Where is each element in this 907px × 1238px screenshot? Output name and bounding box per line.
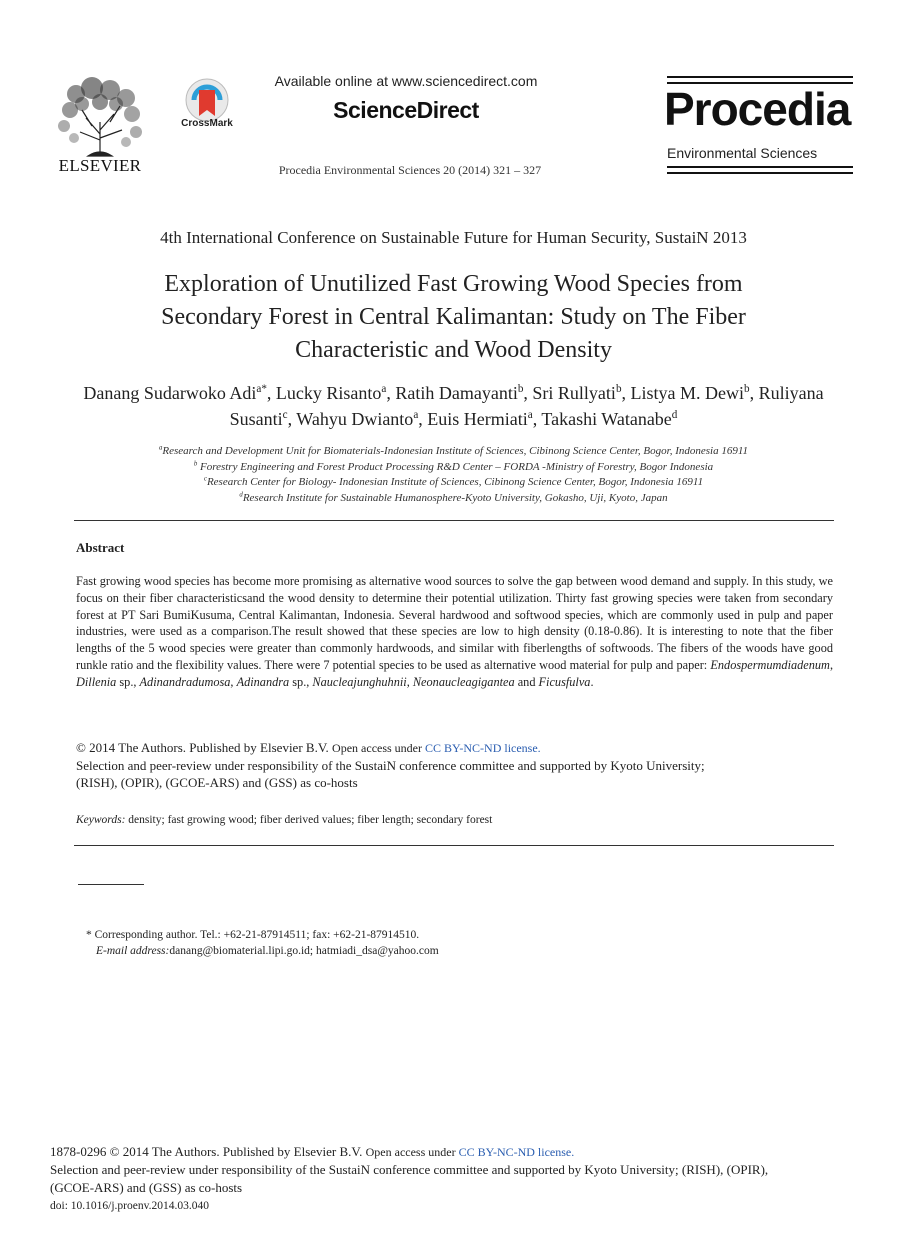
conference-name: 4th International Conference on Sustainable Future for Human Security, SustaiN 2013 xyxy=(160,228,747,247)
peer-review-text: Selection and peer-review under responsibility of the SustaiN conference committee and supported by Kyoto University; xyxy=(76,758,705,773)
title-line: Exploration of Unutilized Fast Growing Wood Species from xyxy=(164,271,743,297)
affiliation-mark: d xyxy=(239,490,243,498)
affiliation-text: Research Center for Biology- Indonesian Institute of Sciences, Cibinong Science Center, Bogor, Indonesia 16911 xyxy=(206,476,704,488)
keywords xyxy=(76,814,836,826)
author-affiliation-mark: a xyxy=(413,409,419,421)
corresponding-author: * Corresponding author. Tel.: +62-21-87914511; fax: +62-21-87914510. xyxy=(86,929,420,941)
keywords-label: Keywords: xyxy=(76,814,126,826)
species-separator: , xyxy=(829,657,834,672)
author xyxy=(541,409,677,429)
author xyxy=(532,383,621,403)
copyright-block xyxy=(76,739,836,791)
paper-title xyxy=(60,268,847,367)
author-name: Euis Hermiati xyxy=(427,409,528,429)
bottom-matter xyxy=(50,1143,870,1215)
author-affiliation-mark: a* xyxy=(256,383,267,395)
divider xyxy=(74,845,834,846)
title-line: Secondary Forest in Central Kalimantan: Study on The Fiber xyxy=(161,304,746,330)
affiliation-text: Forestry Engineering and Forest Product Processing R&D Center – FORDA -Ministry of Forestry, Bogor Indonesia xyxy=(197,460,714,473)
abstract-text: Fast growing wood species has become more promising as alternative wood sources to solve the gap between wood demand and supply. In this study, we focus on their fiber characteristicsand the wood density to determine their potential utilization. Thirty fast growing species were taken from secondary forest at PT Sari BumiKusuma, Central Kalimantan, Indonesia. Several hardwood and softwood species, which are commonly used in pulp and paper industries, were used as a comparison.The result showed that these species are low to high density (0.18-0.86). It is interesting to note that the fiber lengths of the 5 wood species were greater than commonly hardwoods, and similar with fiberlengths of softwoods. The fibers of the woods have good runkle ratio and the flexibility values. There were 7 potential species to be used as alternative wood material for pulp and paper: xyxy=(76,574,833,672)
species-name: Ficusfulva xyxy=(538,674,591,689)
crossmark-label: CrossMark xyxy=(181,118,233,129)
author xyxy=(427,409,532,429)
affiliation xyxy=(60,444,847,460)
issn-copyright: 1878-0296 © 2014 The Authors. Published by Elsevier B.V. xyxy=(50,1144,366,1159)
species-name: Adinandradumosa xyxy=(139,674,231,689)
species-name: Adinandra xyxy=(236,674,290,689)
species-separator: sp., xyxy=(116,674,140,689)
species-separator: , xyxy=(230,674,237,689)
title-line: Characteristic and Wood Density xyxy=(295,337,612,363)
author-affiliation-mark: b xyxy=(744,383,750,395)
license-link[interactable]: CC BY-NC-ND license. xyxy=(425,741,541,755)
author-affiliation-mark: a xyxy=(527,409,533,421)
author-name: Wahyu Dwianto xyxy=(296,409,414,429)
keywords-text: density; fast growing wood; fiber derived values; fiber length; secondary forest xyxy=(125,814,493,826)
affiliation-list xyxy=(60,444,847,506)
author xyxy=(276,383,386,403)
sciencedirect-wordmark: ScienceDirect xyxy=(333,97,479,123)
footnote-rule xyxy=(78,884,144,885)
doi[interactable]: doi: 10.1016/j.proenv.2014.03.040 xyxy=(50,1200,209,1212)
open-access-text: Open access under xyxy=(332,741,426,755)
affiliation xyxy=(60,460,847,476)
procedia-subtitle: Environmental Sciences xyxy=(667,145,818,161)
affiliation-mark: c xyxy=(203,475,207,483)
open-access-text: Open access under xyxy=(365,1145,459,1159)
email-address[interactable]: danang@biomaterial.lipi.go.id; hatmiadi_dsa@yahoo.com xyxy=(169,945,439,957)
cohosts-text: (GCOE-ARS) and (GSS) as co-hosts xyxy=(50,1180,243,1195)
abstract-body xyxy=(76,573,833,691)
species-name: Naucleajunghuhnii xyxy=(312,674,407,689)
author-name: Danang Sudarwoko Adi xyxy=(83,383,257,403)
affiliation xyxy=(60,475,847,491)
author xyxy=(296,409,418,429)
divider xyxy=(74,520,834,521)
copyright-text: © 2014 The Authors. Published by Elsevier B.V. xyxy=(76,740,333,755)
species-name: Dillenia xyxy=(76,674,117,689)
procedia-rule-top xyxy=(667,76,853,78)
author xyxy=(395,383,523,403)
species-separator: . xyxy=(590,674,594,689)
author-name: Sri Rullyati xyxy=(532,383,616,403)
author-affiliation-mark: c xyxy=(282,409,288,421)
affiliation-mark: b xyxy=(193,459,198,467)
author-list: Danang Sudarwoko Adi$^{a*}$, Lucky Risanto$^a$, Ratih Damayanti$^b$, Sri Rullyati$^b$, Listya M. Dewi$^b$, Ruliyana Susanti$^c$, Wahyu Dwianto$^a$, Euis Hermiati$^a$, Takashi Watanabe$^d$ xyxy=(83,383,824,429)
author-name: Ratih Damayanti xyxy=(395,383,518,403)
author xyxy=(631,383,750,403)
species-name: Endospermumdiadenum xyxy=(710,657,830,672)
available-online: Available online at www.sciencedirect.com xyxy=(274,73,538,89)
footnote xyxy=(86,927,846,959)
species-name: Neonaucleagigantea xyxy=(412,674,515,689)
author-affiliation-mark: b xyxy=(615,383,622,395)
author xyxy=(83,383,267,403)
cohosts-text: (RISH), (OPIR), (GCOE-ARS) and (GSS) as co-hosts xyxy=(76,775,358,790)
affiliation xyxy=(60,491,847,507)
affiliation-text: Research and Development Unit for Biomaterials-Indonesian Institute of Sciences, Cibinong Science Center, Bogor, Indonesia 16911 xyxy=(162,445,749,457)
publisher-name: ELSEVIER xyxy=(58,156,142,175)
peer-review-text: Selection and peer-review under responsibility of the SustaiN conference committee and supported by Kyoto University; (RISH), (OPIR), xyxy=(50,1162,769,1177)
abstract-heading: Abstract xyxy=(76,540,125,555)
species-separator: sp., xyxy=(289,674,313,689)
author-affiliation-mark: d xyxy=(671,409,678,421)
affiliation-mark: a xyxy=(158,444,163,452)
author-name: Takashi Watanabe xyxy=(541,409,672,429)
species-separator: , xyxy=(406,674,413,689)
procedia-rule-bottom-2 xyxy=(667,172,853,174)
license-link[interactable]: CC BY-NC-ND license. xyxy=(458,1145,575,1159)
species-separator: and xyxy=(514,674,539,689)
procedia-rule-bottom xyxy=(667,166,853,168)
procedia-wordmark: Procedia xyxy=(664,83,851,135)
email-label: E-mail address: xyxy=(96,945,170,957)
author-name: Ruliyana Susanti xyxy=(229,383,824,429)
author-affiliation-mark: b xyxy=(517,383,524,395)
author-affiliation-mark: a xyxy=(381,383,387,395)
author-name: Listya M. Dewi xyxy=(630,383,744,403)
journal-reference: Procedia Environmental Sciences 20 (2014) 321 – 327 xyxy=(278,163,542,177)
author-name: Lucky Risanto xyxy=(275,383,382,403)
affiliation-text: Research Institute for Sustainable Humanosphere-Kyoto University, Gokasho, Uji, Kyoto, Japan xyxy=(242,491,668,504)
